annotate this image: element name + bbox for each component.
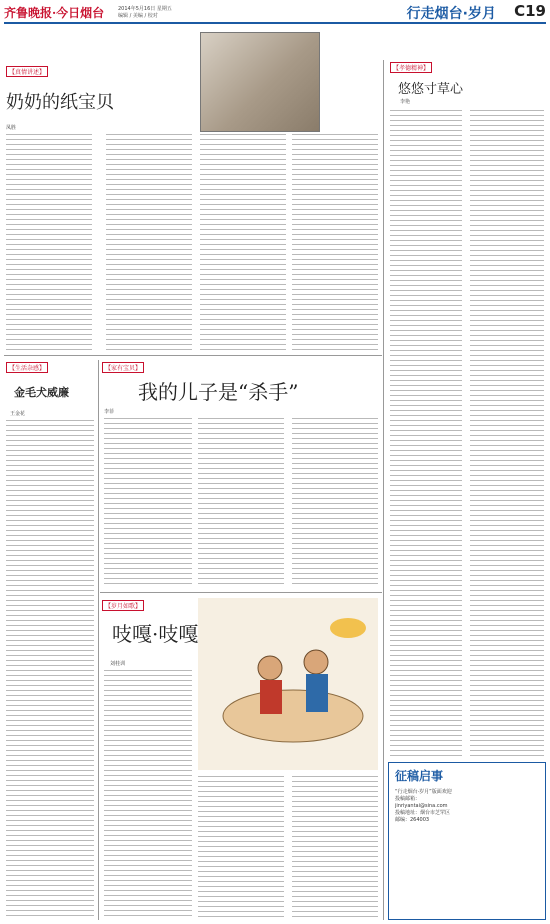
notice-line: 邮编：264003: [395, 817, 430, 823]
article5-byline: 刘桂训: [110, 661, 126, 667]
article5-illustration: [198, 598, 378, 770]
notice-title: 征稿启事: [395, 769, 444, 783]
notice-box: [388, 762, 546, 920]
column-divider: [383, 60, 384, 920]
article1-body-col2: [106, 134, 192, 350]
article1-column: 【真情讲述】: [6, 66, 48, 77]
article1-photo: [200, 32, 320, 132]
article2-byline: 李艳: [400, 99, 411, 105]
notice-line: 投稿邮箱：: [395, 796, 421, 802]
article2-body-col1: [390, 110, 462, 756]
article4-body-col2: [198, 418, 284, 586]
header-meta: [118, 6, 172, 20]
article3-column: 【生活杂感】: [6, 362, 48, 373]
article4-column: 【家有宝贝】: [102, 362, 144, 373]
article3-body: [6, 420, 94, 920]
article2-body-col2: [470, 110, 544, 756]
article4-byline: 李菲: [104, 409, 115, 415]
left-column-divider: [98, 360, 99, 920]
paper-name: 齐鲁晚报·今日烟台: [4, 6, 105, 20]
article-divider-2: [100, 592, 382, 593]
article5-title: 吱嘎·吱嘎: [112, 622, 199, 646]
notice-line: 投稿地址：烟台市芝罘区: [395, 810, 451, 816]
page-number: C19: [514, 2, 546, 20]
header-meta-line2: 编辑 / 美编 / 校对: [118, 13, 158, 19]
article1-body-col3: [200, 134, 286, 350]
article5-column: 【岁月如歌】: [102, 600, 144, 611]
article-divider-1: [4, 355, 382, 356]
illustration-svg: [198, 598, 378, 770]
article5-body-col2: [198, 776, 284, 920]
article5-body-col1: [104, 670, 192, 920]
notice-email: jinriyantai@sina.com: [395, 803, 448, 809]
article5-body-col3: [292, 776, 378, 920]
header-meta-line1: 2014年5月16日 星期五: [118, 6, 172, 12]
article1-title: 奶奶的纸宝贝: [6, 92, 114, 113]
section-title: 行走烟台·岁月: [406, 6, 496, 22]
article3-title: 金毛犬威廉: [14, 386, 69, 399]
notice-line: “行走烟台·岁月”版面欢迎: [395, 789, 452, 795]
article4-body-col1: [104, 418, 192, 586]
article3-byline: 王金花: [10, 411, 26, 417]
article1-byline: 凤胜: [6, 125, 17, 131]
article4-body-col3: [292, 418, 378, 586]
notice-body: [395, 789, 539, 824]
header-rule: [4, 22, 546, 24]
article2-column: 【孝德精神】: [390, 62, 432, 73]
article1-body-col4: [292, 134, 378, 350]
article4-title: 我的儿子是“杀手”: [138, 380, 299, 404]
article2-title: 悠悠寸草心: [398, 82, 464, 97]
article1-body-col1: [6, 134, 92, 350]
